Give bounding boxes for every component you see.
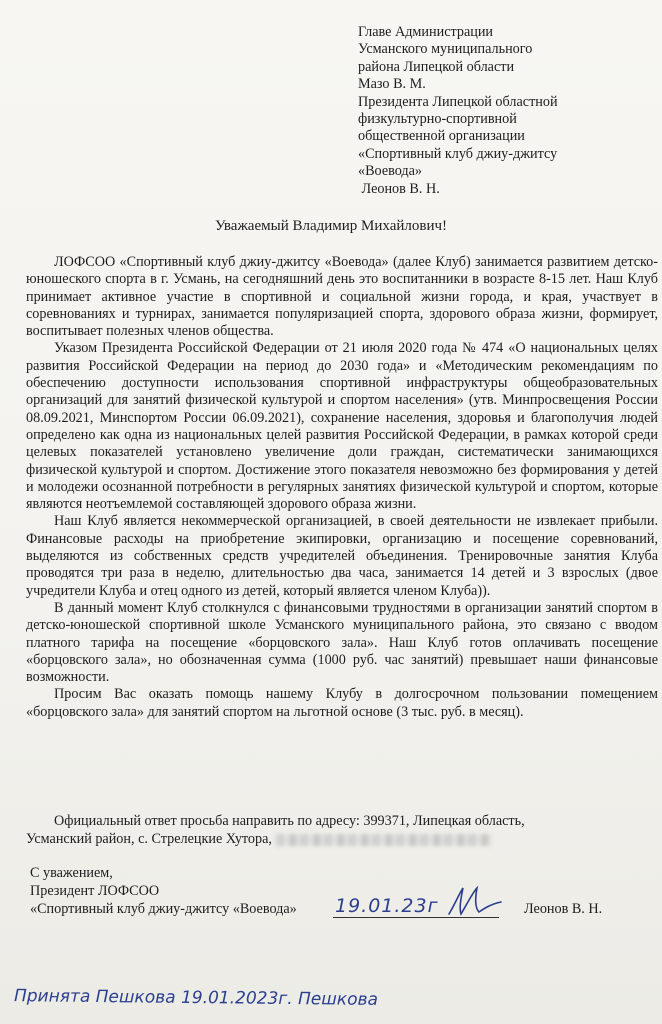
body-paragraph: Просим Вас оказать помощь нашему Клубу в долгосрочном пользовании помещением «борцовского зала» для занятий спортом на льготной основе (3 тыс. руб. в месяц). bbox=[26, 686, 658, 720]
addressee-line: физкультурно-спортивной bbox=[358, 111, 517, 128]
signer-title-2: «Спортивный клуб джиу-джитсу «Воевода» bbox=[30, 901, 297, 917]
addressee-line: «Спортивный клуб джиу-джитсу bbox=[358, 145, 558, 162]
body-paragraph: Указом Президента Российской Федерации от 21 июля 2020 года № 474 «О национальных целях развития Российской Федерации на период до 2030 года» и «Методическим рекомендациям по обеспечению доступности использования спортивной инфраструктуры общеобразовательных организаций для занятий физической культурой и спортом населения» (утв. Минпросвещения России 08.09.2021, Минспортом России 06.09.2021), сохранение населения, здоровья и благополучия людей определено как одна из национальных целей развития Российской Федерации, в рамках которой среди целевых показателей установлено увеличение доли граждан, систематически занимающихся физической культурой и спортом. Достижение этого показателя невозможно без формирования у детей и молодежи осознанной потребности в регулярных занятиях физической культурой и спортом, которые являются неотъемлемой составляющей здорового образа жизни. bbox=[26, 340, 658, 513]
handwritten-date: 19.01.23г bbox=[335, 895, 439, 917]
addressee-line: Президента Липецкой областной bbox=[358, 93, 558, 110]
addressee-line: Главе Администрации bbox=[358, 24, 494, 40]
addressee-line: Леонов В. Н. bbox=[358, 180, 440, 197]
contact-line-1: Официальный ответ просьба направить по адресу: 399371, Липецкая область, bbox=[54, 813, 525, 829]
letter-body bbox=[26, 254, 658, 721]
contact-block bbox=[26, 812, 658, 848]
signer-title-1: Президент ЛОФСОО bbox=[30, 883, 160, 899]
addressee-line: Мазо В. М. bbox=[358, 76, 426, 93]
handwritten-signature bbox=[445, 884, 505, 918]
body-paragraph: Наш Клуб является некоммерческой организацией, в своей деятельности не извлекает прибыли. Финансовые расходы на приобретение экипировки, организацию и посещение соревнований, выделяются из собственных средств учредителей объединения. Тренировочные занятия Клуба проводятся три раза в неделю, длительностью два часа, занимается 14 детей и 3 взрослых (двое учредители Клуба и отец одного из детей, который является членом Клуба)). bbox=[26, 513, 658, 599]
body-paragraph: ЛОФСОО «Спортивный клуб джиу-джитсу «Воевода» (далее Клуб) занимается развитием детско-юношеского спорта в г. Усмань, на сегодняшний день это воспитанники в возрасте 8-15 лет. Наш Клуб принимает активное участие в спортивной и социальной жизни города, и края, участвует в соревнованиях и турнирах, занимается популяризацией спорта, здорового образа жизни, формирует, воспитывает полезных членов общества. bbox=[26, 254, 658, 340]
addressee-line: «Воевода» bbox=[358, 163, 423, 180]
contact-line-2-text: Усманский район, с. Стрелецкие Хутора, bbox=[26, 831, 272, 847]
contact-line-2 bbox=[26, 830, 658, 848]
addressee-block bbox=[358, 24, 654, 198]
addressee-line: Усманского муниципального bbox=[358, 41, 533, 58]
signer-name: Леонов В. Н. bbox=[524, 901, 603, 917]
greeting: Уважаемый Владимир Михайлович! bbox=[214, 218, 448, 234]
received-note: Принята Пешкова 19.01.2023г. Пешкова bbox=[13, 986, 379, 1010]
addressee-line: района Липецкой области bbox=[358, 58, 515, 75]
redacted-address bbox=[276, 834, 491, 846]
body-paragraph: В данный момент Клуб столкнулся с финансовыми трудностями в организации занятий спортом в детско-юношеской спортивной школе Усманского муниципального района, это связано с вводом платного тарифа на посещение «борцовского зала». Наш Клуб готов оплачивать посещение «борцовского зала», но обозначенная сумма (1000 руб. час занятий) превышает наши финансовые возможности. bbox=[26, 599, 658, 686]
closing: С уважением, bbox=[30, 865, 113, 881]
addressee-line: общественной организации bbox=[358, 128, 525, 145]
